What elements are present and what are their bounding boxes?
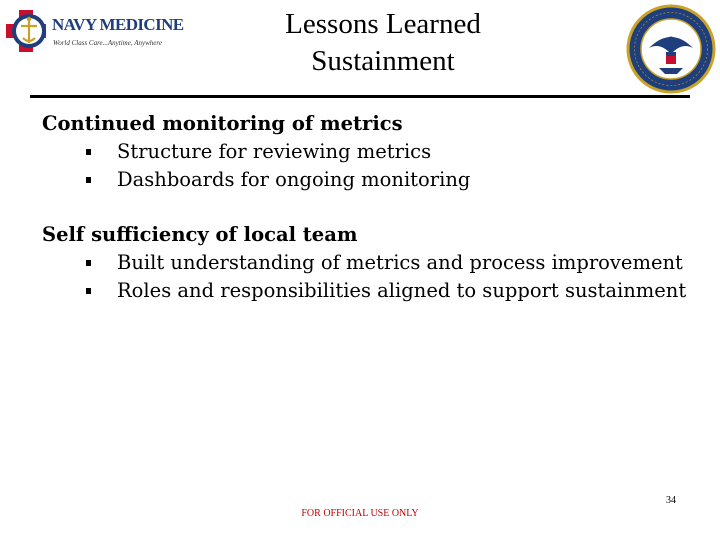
square-bullet-icon (86, 288, 91, 294)
title-line-1: Lessons Learned (285, 8, 481, 40)
classification-footer: FOR OFFICIAL USE ONLY (301, 508, 419, 519)
square-bullet-icon (86, 149, 91, 155)
bullet-text: Structure for reviewing metrics (117, 140, 432, 163)
page-number: 34 (666, 495, 676, 506)
bullet-text: Built understanding of metrics and process improvement (117, 251, 683, 274)
section-heading: Self sufficiency of local team (42, 223, 358, 246)
logo-tagline: World Class Care...Anytime, Anywhere (53, 39, 162, 47)
bullet-item (42, 138, 702, 166)
navy-seal-icon (626, 4, 716, 94)
section-self-sufficiency (42, 221, 702, 305)
navy-medicine-emblem-icon (4, 4, 54, 62)
title-line-2: Sustainment (311, 45, 455, 77)
logo-title: NAVY MEDICINE (52, 15, 184, 34)
slide-title (190, 6, 576, 80)
bullet-text: Roles and responsibilities aligned to support sustainment (117, 279, 687, 302)
section-heading: Continued monitoring of metrics (42, 112, 403, 135)
square-bullet-icon (86, 260, 91, 266)
section-monitoring (42, 110, 702, 194)
navy-medicine-logo (4, 4, 184, 64)
bullet-item (42, 249, 702, 277)
bullet-item (42, 166, 702, 194)
bullet-text: Dashboards for ongoing monitoring (117, 168, 471, 191)
bullet-item (42, 277, 702, 305)
square-bullet-icon (86, 177, 91, 183)
slide-content (42, 110, 702, 332)
title-divider (30, 95, 690, 98)
